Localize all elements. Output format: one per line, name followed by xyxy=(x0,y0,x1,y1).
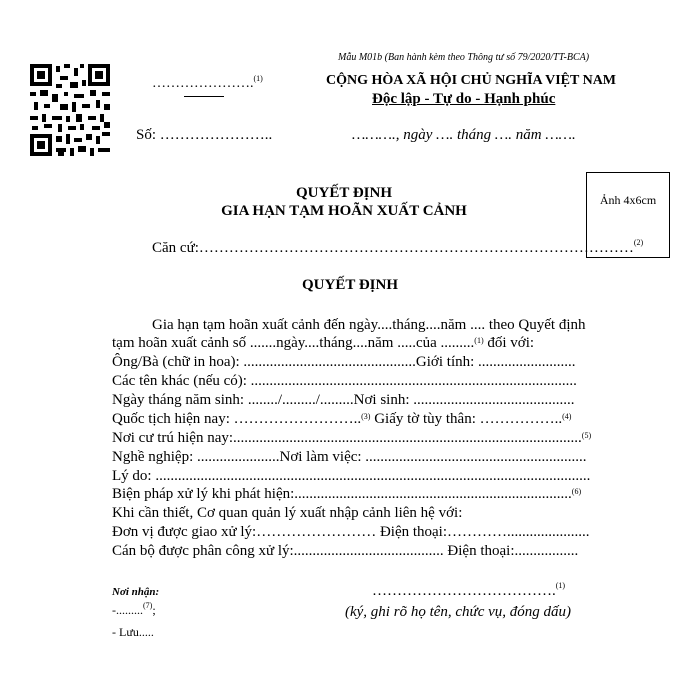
agency-name xyxy=(152,76,263,92)
field-residence xyxy=(112,429,591,447)
footnote-ref: (1) xyxy=(253,74,263,83)
footnote-ref: (3) xyxy=(361,412,371,421)
document-number: Số: ………………….. xyxy=(136,127,273,143)
contact-intro: Khi cần thiết, Cơ quan quản lý xuất nhập cảnh liên hệ với: xyxy=(112,505,463,521)
field-unit-phone: Đơn vị được giao xử lý:…………………… Điện thoại:…………...................... xyxy=(112,524,590,540)
field-residence-text: Nơi cư trú hiện nay:............................................................................................. xyxy=(112,430,582,446)
field-measures xyxy=(112,485,581,503)
photo-label: Ảnh 4x6cm xyxy=(599,193,657,207)
paragraph-1b-end: đối với: xyxy=(483,335,535,351)
decision-heading: QUYẾT ĐỊNH xyxy=(302,277,398,293)
agency-placeholder: …………………. xyxy=(152,76,254,91)
recipients-label: Nơi nhận: xyxy=(112,586,160,598)
recipient-item-end: ; xyxy=(152,603,156,617)
signature-block xyxy=(372,583,565,600)
motto: Độc lập - Tự do - Hạnh phúc xyxy=(372,91,556,107)
footnote-ref: (6) xyxy=(571,487,582,496)
field-occupation: Nghề nghiệp: ......................Nơi làm việc: ........................................................... xyxy=(112,449,587,465)
field-reason: Lý do: .................................................................................................................... xyxy=(112,468,591,484)
footnote-ref: (1) xyxy=(555,581,566,590)
paragraph-1a: Gia hạn tạm hoãn xuất cảnh đến ngày....tháng....năm .... theo Quyết định xyxy=(152,317,586,333)
title-line-2: GIA HẠN TẠM HOÃN XUẤT CẢNH xyxy=(221,203,467,219)
field-name-gender: Ông/Bà (chữ in hoa): ..............................................Giới tính: .......................... xyxy=(112,354,576,370)
agency-underline xyxy=(184,96,224,97)
field-nationality: Quốc tịch hiện nay: …………………….. xyxy=(112,411,362,427)
qr-code xyxy=(30,64,110,156)
field-birth: Ngày tháng năm sinh: ......../........./.........Nơi sinh: ........................................... xyxy=(112,392,575,408)
footnote-ref: (5) xyxy=(581,431,592,440)
footnote-ref: (1) xyxy=(474,336,484,345)
date-line: ………., ngày …. tháng …. năm ……. xyxy=(352,127,576,143)
paragraph-1b xyxy=(112,334,534,352)
signature-note: (ký, ghi rõ họ tên, chức vụ, đóng dấu) xyxy=(345,604,572,620)
footnote-ref: (4) xyxy=(562,412,572,421)
legal-basis xyxy=(152,240,643,257)
footnote-ref: (2) xyxy=(633,238,644,247)
field-other-names: Các tên khác (nếu có): ....................................................................................... xyxy=(112,373,577,389)
legal-basis-text: Căn cứ:…………………………………………………………………………… xyxy=(152,240,634,256)
field-id-document: Giấy tờ tùy thân: …………….. xyxy=(370,411,563,427)
form-code: Mẫu M01b (Ban hành kèm theo Thông tư số 79/2020/TT-BCA) xyxy=(338,52,590,63)
field-measures-text: Biện pháp xử lý khi phát hiện:.......................................................................... xyxy=(112,486,572,502)
recipient-item-text: -......... xyxy=(112,603,143,617)
title-line-1: QUYẾT ĐỊNH xyxy=(296,185,392,201)
recipient-item xyxy=(112,603,156,618)
country-name: CỘNG HÒA XÃ HỘI CHỦ NGHĨA VIỆT NAM xyxy=(326,73,617,88)
recipient-archive: - Lưu..... xyxy=(112,625,154,639)
signature-dots: ………………………………. xyxy=(372,583,556,599)
field-nationality-id xyxy=(112,410,571,428)
paragraph-1b-text: tạm hoãn xuất cảnh số .......ngày....tháng....năm .....của ......... xyxy=(112,335,475,351)
field-officer-phone: Cán bộ được phân công xử lý:........................................ Điện thoại:................. xyxy=(112,543,579,559)
footnote-ref: (7) xyxy=(143,601,153,610)
